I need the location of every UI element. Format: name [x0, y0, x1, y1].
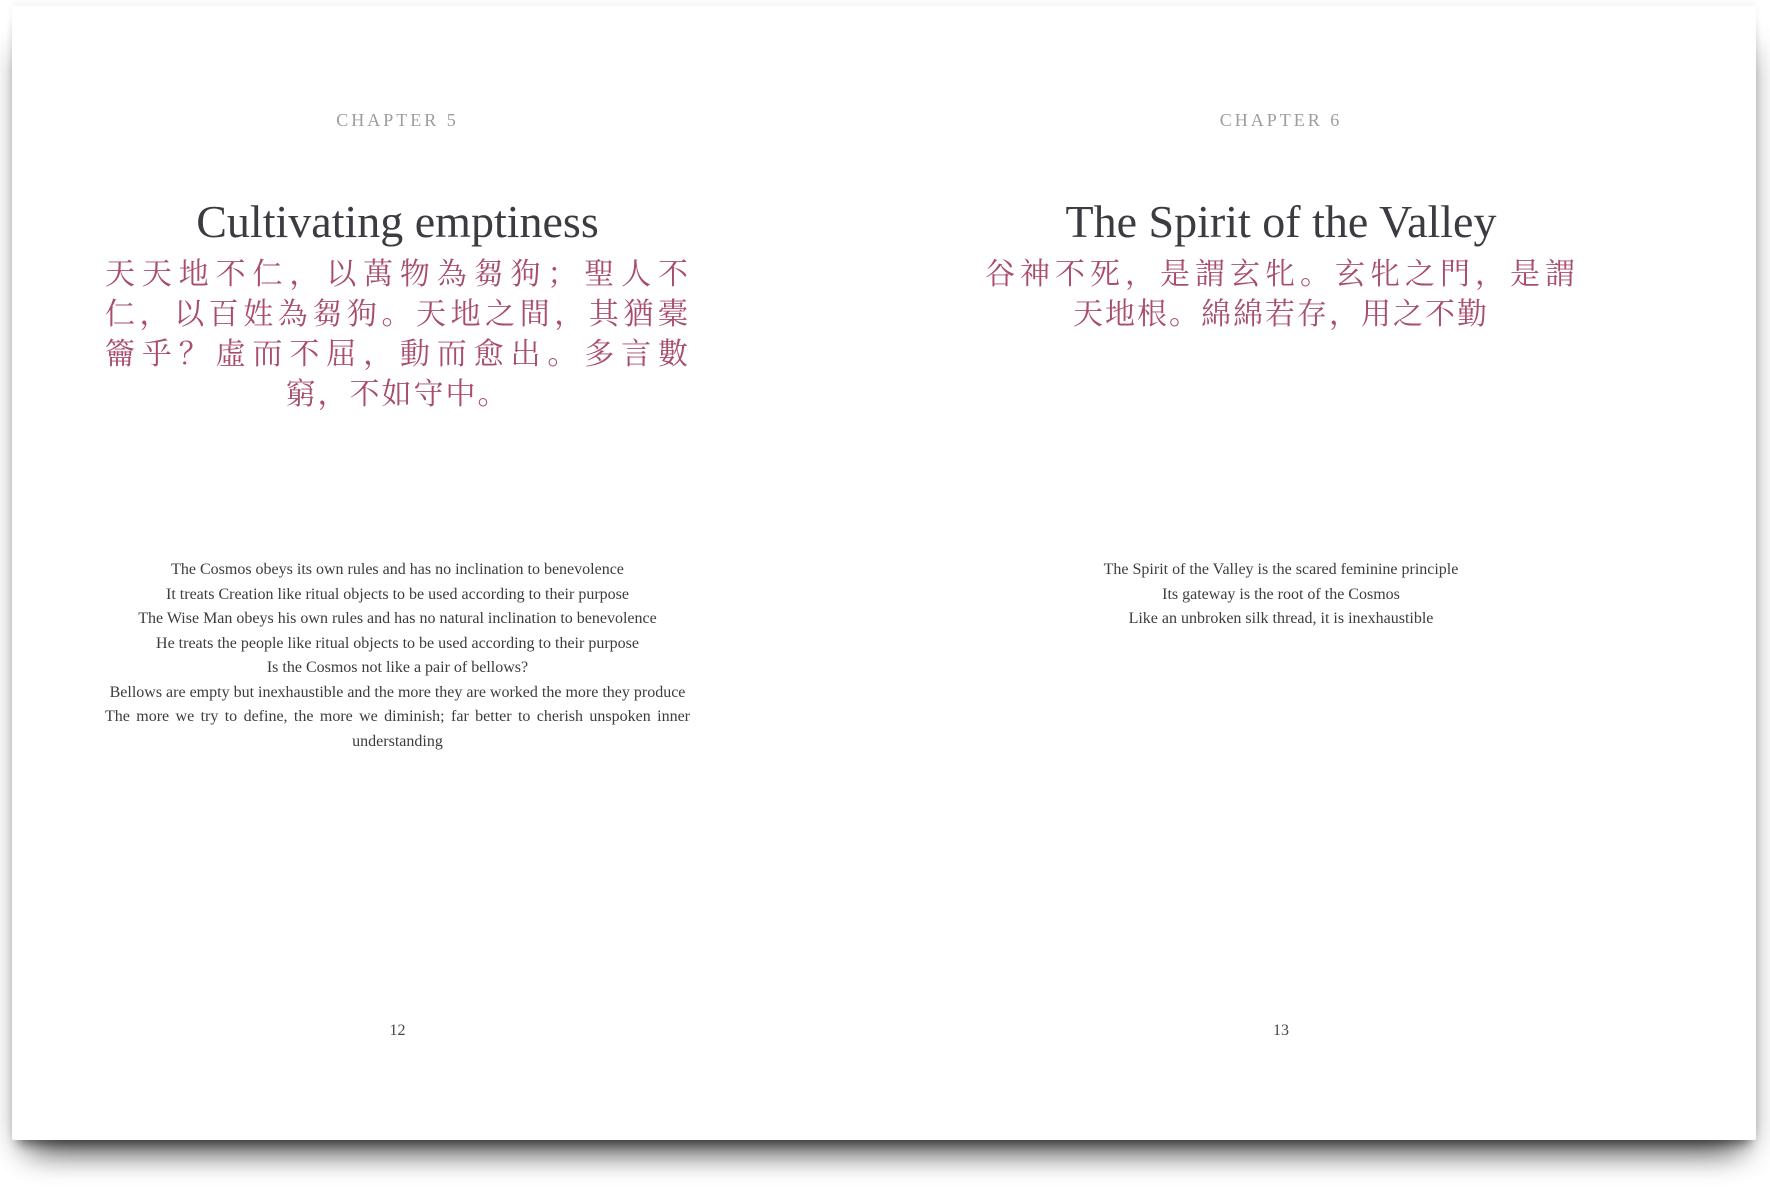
verse-line: The more we try to define, the more we diminish; far better to cherish unspoken inner understanding: [105, 708, 690, 750]
verse-line: Like an unbroken silk thread, it is inexhaustible: [1128, 610, 1434, 627]
right-page: [985, 6, 1577, 1140]
chinese-verse: [985, 255, 1577, 335]
chinese-line: 仁，以百姓為芻狗。天地之間，其猶橐: [105, 298, 690, 331]
verse-line: The Cosmos obeys its own rules and has no inclination to benevolence: [171, 561, 624, 578]
chapter-title: Cultivating emptiness: [196, 195, 599, 247]
verse-line: The Spirit of the Valley is the scared feminine principle: [1103, 561, 1459, 578]
chinese-line: 籥乎？虛而不屈，動而愈出。多言數: [105, 338, 690, 371]
left-page: [105, 6, 690, 1140]
chinese-verse: [105, 255, 690, 415]
translation-verse: [985, 558, 1577, 632]
chinese-line: 谷神不死，是謂玄牝。玄牝之門，是謂: [985, 258, 1577, 291]
book-spread: [12, 6, 1756, 1140]
verse-line: It treats Creation like ritual objects to be used according to their purpose: [166, 585, 629, 603]
chapter-title: The Spirit of the Valley: [1065, 195, 1497, 247]
verse-line: The Wise Man obeys his own rules and has no natural inclination to benevolence: [138, 610, 657, 627]
verse-line: Is the Cosmos not like a pair of bellows?: [266, 659, 529, 676]
verse-line: Bellows are empty but inexhaustible and the more they are worked the more they produce: [109, 683, 686, 701]
chinese-line: 天天地不仁，以萬物為芻狗；聖人不: [105, 258, 690, 291]
chapter-label: CHAPTER 6: [1219, 110, 1343, 130]
page-number: 12: [389, 1022, 406, 1039]
translation-verse: [105, 558, 690, 754]
verse-line: He treats the people like ritual objects to be used according to their purpose: [156, 634, 639, 652]
chinese-line: 天地根。綿綿若存，用之不勤: [1073, 298, 1489, 331]
verse-line: Its gateway is the root of the Cosmos: [1162, 585, 1400, 603]
chinese-line: 窮，不如守中。: [285, 378, 510, 411]
chapter-label: CHAPTER 5: [336, 110, 459, 130]
page-number: 13: [1273, 1022, 1289, 1039]
